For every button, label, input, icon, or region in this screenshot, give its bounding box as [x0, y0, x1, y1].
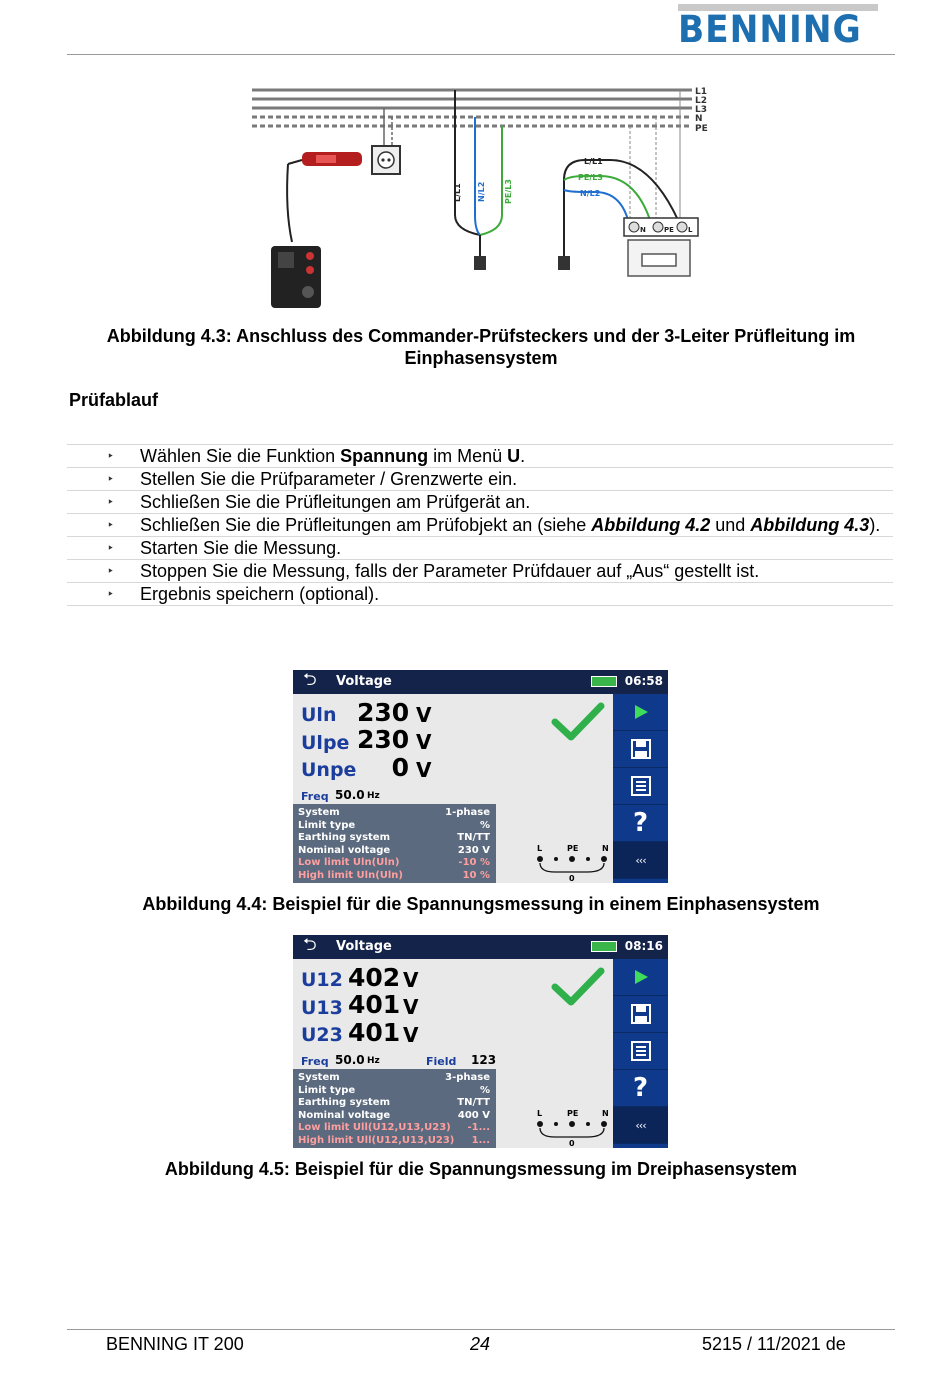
back-button[interactable]: ‹‹‹ [613, 1107, 668, 1144]
result-value: 401 [348, 1018, 401, 1047]
terminal-indicator [533, 842, 608, 882]
svg-text:PE: PE [567, 1109, 579, 1118]
help-button[interactable]: ? [613, 1070, 668, 1107]
svg-text:PE: PE [664, 226, 674, 234]
list-item: ‣ Wählen Sie die Funktion Spannung im Menü U. [67, 444, 893, 467]
svg-text:PE/L3: PE/L3 [504, 179, 513, 204]
result-label: Unpe [301, 759, 357, 781]
result-label: Uln [301, 704, 337, 726]
result-unit: V [416, 730, 432, 754]
list-item: ‣ Stellen Sie die Prüfparameter / Grenzwerte ein. [67, 467, 893, 490]
procedure-list [67, 444, 893, 606]
footer-rule [67, 1329, 895, 1330]
param-row[interactable]: High limit Ull(U12,U13,U23) 1... [298, 1134, 490, 1146]
result-label: Ulpe [301, 732, 350, 754]
footer-doc-id: 5215 / 11/2021 de [702, 1334, 846, 1354]
side-toolbar [613, 694, 668, 883]
result-value: 0 [391, 753, 409, 782]
result-unit: V [403, 995, 419, 1019]
result-value: 230 [357, 725, 410, 754]
svg-text:N/L2: N/L2 [580, 189, 601, 198]
svg-text:PE: PE [567, 844, 579, 853]
screen-title: Voltage [336, 939, 392, 954]
list-button[interactable] [613, 768, 668, 805]
freq-label: Freq [301, 1055, 329, 1068]
param-row[interactable]: High limit Uln(Uln) 10 % [298, 869, 490, 881]
figure-caption-4-3: Abbildung 4.3: Anschluss des Commander-Prüfsteckers und der 3-Leiter Prüfleitung im Einphasensystem [106, 326, 856, 368]
param-row[interactable]: Nominal voltage 230 V [298, 844, 490, 856]
save-icon [630, 1003, 652, 1025]
param-row[interactable]: Earthing system TN/TT [298, 1097, 490, 1108]
result-value: 402 [348, 963, 401, 992]
result-label: U23 [301, 1024, 343, 1046]
list-item: ‣ Schließen Sie die Prüfleitungen am Prüfobjekt an (siehe Abbildung 4.2 und Abbildung 4.3). [67, 513, 893, 536]
result-unit: V [416, 758, 432, 782]
param-row[interactable]: Low limit Uln(Uln) -10 % [298, 857, 490, 868]
field-value: 123 [471, 1053, 497, 1067]
result-label: U12 [301, 969, 343, 991]
result-value: 401 [348, 990, 401, 1019]
param-row[interactable]: Earthing system TN/TT [298, 832, 490, 843]
field-label: Field [426, 1055, 457, 1068]
result-unit: V [416, 703, 432, 727]
svg-text:0: 0 [569, 874, 575, 883]
param-row[interactable]: Limit type % [298, 819, 490, 831]
result-unit: V [403, 968, 419, 992]
save-button[interactable] [613, 731, 668, 768]
freq-label: Freq [301, 790, 329, 803]
svg-text:N/L2: N/L2 [477, 181, 486, 202]
freq-value: 50.0 [335, 1053, 365, 1067]
param-row[interactable]: Limit type % [298, 1084, 490, 1096]
result-label: U13 [301, 997, 343, 1019]
list-item: ‣ Ergebnis speichern (optional). [67, 582, 893, 606]
list-icon [630, 775, 652, 797]
screen-title: Voltage [336, 674, 392, 689]
svg-text:N: N [640, 226, 646, 234]
parameter-panel [293, 1069, 496, 1148]
freq-unit: Hz [367, 1056, 380, 1066]
pass-check-icon [551, 967, 605, 1007]
save-icon [630, 738, 652, 760]
voltage-screen-three-phase [293, 935, 668, 1148]
screen-title-bar [293, 935, 668, 959]
svg-text:L: L [537, 844, 543, 853]
list-button[interactable] [613, 1033, 668, 1070]
svg-text:L: L [688, 226, 693, 234]
svg-text:L/L1: L/L1 [453, 183, 462, 202]
clock: 08:16 [624, 939, 663, 953]
svg-text:0: 0 [569, 1139, 575, 1148]
back-button[interactable]: ‹‹‹ [613, 842, 668, 879]
svg-text:L3: L3 [695, 105, 707, 115]
battery-icon [591, 676, 617, 687]
result-unit: V [403, 1023, 419, 1047]
start-button[interactable] [613, 694, 668, 731]
wiring-diagram [240, 80, 720, 312]
pass-check-icon [551, 702, 605, 742]
result-value: 230 [357, 698, 410, 727]
voltage-screen-single-phase [293, 670, 668, 883]
svg-text:PE/L3: PE/L3 [578, 173, 603, 182]
terminal-indicator [533, 1107, 608, 1147]
list-item: ‣ Starten Sie die Messung. [67, 536, 893, 559]
screen-title-bar [293, 670, 668, 694]
section-title: Prüfablauf [69, 390, 159, 410]
wiring-diagram-svg [240, 80, 720, 312]
svg-text:N: N [602, 844, 609, 853]
param-row[interactable]: System 3-phase [298, 1072, 490, 1083]
svg-text:L: L [537, 1109, 543, 1118]
clock: 06:58 [624, 674, 663, 688]
param-row[interactable]: System 1-phase [298, 807, 490, 818]
start-button[interactable] [613, 959, 668, 996]
battery-icon [591, 941, 617, 952]
figure-caption-4-5: Abbildung 4.5: Beispiel für die Spannungsmessung im Dreiphasensystem [164, 1159, 798, 1179]
svg-text:L/L1: L/L1 [584, 157, 603, 166]
svg-text:N: N [695, 114, 703, 124]
param-row[interactable]: Nominal voltage 400 V [298, 1109, 490, 1121]
list-icon [630, 1040, 652, 1062]
benning-logo: BENNING [678, 4, 878, 50]
svg-text:L1: L1 [695, 87, 707, 97]
back-arrow-icon[interactable]: ⮌ [303, 935, 317, 955]
page-number: 24 [470, 1334, 491, 1354]
help-button[interactable]: ? [613, 805, 668, 842]
header-rule [67, 54, 895, 55]
list-item: ‣ Schließen Sie die Prüfleitungen am Prüfgerät an. [67, 490, 893, 513]
param-row[interactable]: Low limit Ull(U12,U13,U23) -1... [298, 1122, 490, 1133]
play-icon [632, 703, 650, 721]
freq-unit: Hz [367, 791, 380, 801]
freq-value: 50.0 [335, 788, 365, 802]
play-icon [632, 968, 650, 986]
svg-text:N: N [602, 1109, 609, 1118]
footer-product: BENNING IT 200 [106, 1334, 244, 1354]
figure-caption-4-4: Abbildung 4.4: Beispiel für die Spannungsmessung in einem Einphasensystem [142, 894, 820, 914]
svg-text:L2: L2 [695, 96, 707, 106]
save-button[interactable] [613, 996, 668, 1033]
parameter-panel [293, 804, 496, 883]
side-toolbar [613, 959, 668, 1148]
list-item: ‣ Stoppen Sie die Messung, falls der Parameter Prüfdauer auf „Aus“ gestellt ist. [67, 559, 893, 582]
svg-text:PE: PE [695, 124, 708, 134]
back-arrow-icon[interactable]: ⮌ [303, 670, 317, 690]
